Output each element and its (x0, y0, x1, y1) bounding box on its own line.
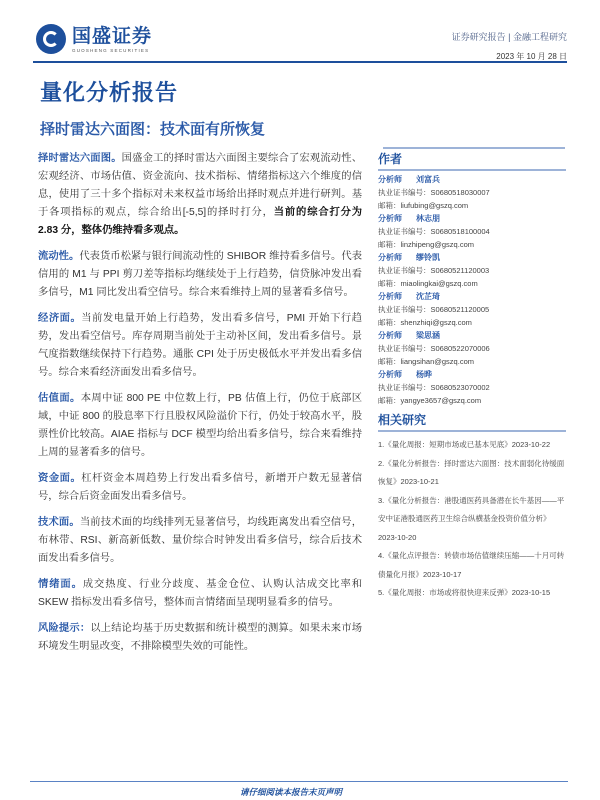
paragraph-technical (38, 514, 362, 568)
author-role: 分析师 (378, 331, 402, 340)
author-email[interactable]: 邮箱：liangsihan@gszq.com (378, 357, 474, 366)
paragraph-text: 本周中证 800 PE 中位数上行，PB 估值上行，仍位于底部区域，中证 800 的股息率下行且股权风险溢价下行，仍处于较高水平，股票性价比较高。AIAE 指标与 DCF 模型均给出看多信号，综合来看维持上周的显著看多的信号。 (38, 393, 362, 458)
related-item[interactable]: 2.《量化分析报告：择时雷达六面图：技术面弱化待缓面恢复》2023-10-21 (378, 458, 565, 486)
author-email[interactable]: 邮箱：linzhipeng@gszq.com (378, 240, 474, 249)
paragraph-lead: 风险提示： (38, 623, 91, 634)
sidebar-top-divider (383, 147, 565, 149)
author-name: 刘富兵 (416, 175, 440, 184)
logo-name-en: GUOSHENG SECURITIES (72, 47, 150, 53)
author-name: 缪铃凯 (416, 253, 440, 262)
author-license: 执业证书编号：S0680521120003 (378, 266, 490, 275)
paragraph-text: 代表货币松紧与银行间流动性的 SHIBOR 维持看多信号。代表信用的 M1 与 PPI 剪刀差等指标均继续处于上行趋势，信贷脉冲发出看多信号，M1 同比发出看空信号。综合来看维持上周的显著看多信号。 (38, 251, 363, 298)
author-entry (378, 368, 566, 407)
author-email[interactable]: 邮箱：yangye3657@gszq.com (378, 396, 482, 405)
report-date: 2023 年 10 月 28 日 (496, 52, 567, 61)
footer-disclaimer: 请仔细阅读本报告末页声明 (240, 787, 343, 797)
author-role: 分析师 (378, 175, 402, 184)
paragraph-text: 杠杆资金本周趋势上行发出看多信号，新增开户数无显著信号，综合后资金面发出看多信号。 (38, 473, 363, 502)
logo-name-cn: 国盛证券 (72, 25, 153, 47)
paragraph-text: 当前发电量开始上行趋势，发出看多信号，PMI 开始下行趋势，发出看空信号。库存周期当前处于主动补区间，发出看多信号。景气度指数继续保持下行趋势。通胀 CPI 处于历史极低水平并发出看多信号。综合来看经济面发出看多信号。 (38, 313, 362, 378)
header-meta (452, 30, 567, 62)
author-email[interactable]: 邮箱：miaolingkai@gszq.com (378, 279, 478, 288)
paragraph-valuation (38, 390, 362, 462)
paragraph-text: 以上结论均基于历史数据和统计模型的测算。如果未来市场环境发生明显改变，不排除模型失效的可能性。 (38, 623, 363, 652)
paragraph-text: 当前技术面的均线排列无显著信号，均线距离发出看空信号，布林带、RSI、新高新低数、量价综合时钟发出看多信号，综合后技术面发出看多信号。 (38, 517, 362, 564)
author-license: 执业证书编号：S0680522070006 (378, 344, 490, 353)
report-summary (38, 150, 362, 664)
paragraph-lead: 经济面。 (38, 313, 82, 324)
author-name: 杨晔 (416, 370, 432, 379)
paragraph-lead: 技术面。 (38, 517, 80, 528)
paragraph-sentiment (38, 576, 362, 612)
paragraph-lead: 估值面。 (38, 393, 81, 404)
author-role: 分析师 (378, 292, 402, 301)
report-title: 量化分析报告 (40, 80, 179, 105)
related-heading: 相关研究 (378, 411, 566, 432)
header-divider (33, 61, 567, 63)
report-category: 证券研究报告 | 金融工程研究 (451, 32, 567, 42)
paragraph-risk (38, 620, 362, 656)
paragraph-lead: 流动性。 (38, 251, 80, 262)
paragraph-timing-radar (38, 150, 362, 240)
author-entry (378, 290, 566, 329)
author-license: 执业证书编号：S0680523070002 (378, 383, 490, 392)
footer-divider (30, 781, 568, 782)
paragraph-liquidity (38, 248, 362, 302)
paragraph-lead: 择时雷达六面图。 (38, 153, 122, 164)
author-name: 梁思涵 (416, 331, 440, 340)
related-item[interactable]: 3.《量化分析报告：港股通医药具备潜在长牛基因——平安中证港股通医药卫生综合纵横基金投资价值分析》2023-10-20 (378, 495, 565, 542)
author-role: 分析师 (378, 214, 402, 223)
author-email[interactable]: 邮箱：shenzhiqi@gszq.com (378, 318, 472, 327)
paragraph-conclusion: 当前的综合打分为 2.83 分，整体仍维持看多观点。 (38, 207, 363, 236)
authors-heading: 作者 (378, 150, 566, 171)
sidebar (378, 150, 566, 603)
author-name: 沈芷琦 (416, 292, 440, 301)
company-logo (36, 24, 152, 54)
related-item[interactable]: 5.《量化周报：市场或将很快迎来反弹》2023-10-15 (378, 588, 551, 597)
author-list (378, 173, 566, 407)
author-email[interactable]: 邮箱：liufubing@gszq.com (378, 201, 469, 210)
author-entry (378, 212, 566, 251)
paragraph-economy (38, 310, 362, 382)
author-entry (378, 173, 566, 212)
related-item[interactable]: 4.《量化点评报告：转债市场估值继续压缩——十月可转债量化月报》2023-10-17 (378, 551, 565, 579)
author-entry (378, 329, 566, 368)
paragraph-text: 成交热度、行业分歧度、基金仓位、认购认沽成交比率和 SKEW 指标发出看多信号，整体而言情绪面呈现明显看多的信号。 (38, 579, 363, 608)
paragraph-text: 国盛金工的择时雷达六面图主要综合了宏观流动性、宏观经济、市场估值、资金流向、技术指标、情绪指标这六个维度的信息，使用了三十多个指标对未来权益市场给出择时观点并进行研判。基于各项指标的观点，综合给出[-5,5]的择时打分， (38, 153, 363, 218)
report-subtitle: 择时雷达六面图：技术面有所恢复 (40, 121, 266, 138)
author-role: 分析师 (378, 370, 402, 379)
related-list (378, 436, 566, 603)
paragraph-capital (38, 470, 362, 506)
author-license: 执业证书编号：S0680518100004 (378, 227, 490, 236)
logo-mark-icon (36, 24, 66, 54)
author-name: 林志朋 (416, 214, 440, 223)
author-license: 执业证书编号：S0680521120005 (378, 305, 490, 314)
paragraph-lead: 资金面。 (38, 473, 82, 484)
author-entry (378, 251, 566, 290)
author-role: 分析师 (378, 253, 402, 262)
related-item[interactable]: 1.《量化周报：短期市场或已基本见底》2023-10-22 (378, 440, 551, 449)
author-license: 执业证书编号：S0680518030007 (378, 188, 490, 197)
related-research (378, 411, 566, 603)
paragraph-lead: 情绪面。 (38, 579, 83, 590)
